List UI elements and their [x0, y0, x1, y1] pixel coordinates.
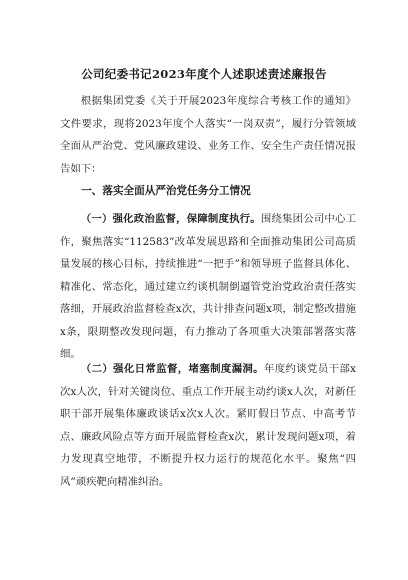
- intro-paragraph: 根据集团党委《关于开展2023年度综合考核工作的通知》文件要求，现将2023年度个人落实“一岗双责”，履行分管领域全面从严治党、党风廉政建设、业务工作、安全生产责任情况报告如下：: [60, 95, 356, 175]
- subsection-lead-1: （一）强化政治监督，保障制度执行。: [80, 213, 261, 225]
- subsection-paragraph-1: [60, 208, 356, 366]
- subsection-body-1: 围绕集团公司中心工作，聚焦落实“112583”改革发展思路和全面推动集团公司高质量发展的核心目标，持续推进“一把手”和领导班子监督具体化、精准化、常态化，通过建立约谈机制倒逼管党治党政治责任落实落细，开展政治监督检查x次，共计排查问题x项，制定整改措施x条，限期整改发现问题，有力推动了各项重大决策部署落实落细。: [60, 213, 357, 360]
- document-title: 公司纪委书记2023年度个人述职述责述廉报告: [81, 67, 327, 81]
- subsection-paragraph-2: [60, 358, 356, 493]
- subsection-lead-2: （二）强化日常监督，堵塞制度漏洞。: [80, 363, 264, 375]
- subsection-body-2: 年度约谈党员干部x次x人次，针对关键岗位、重点工作开展主动约谈x人次，对新任职干部开展集体廉政谈话x次x人次。紧盯假日节点、中高考节点、廉政风险点等方面开展监督检查x次，累计发现问题x项，着力发现真空地带，不断提升权力运行的规范化水平。聚焦“四风”顽疾靶向精准纠治。: [60, 363, 357, 488]
- section-heading: 一、落实全面从严治党任务分工情况: [81, 185, 251, 197]
